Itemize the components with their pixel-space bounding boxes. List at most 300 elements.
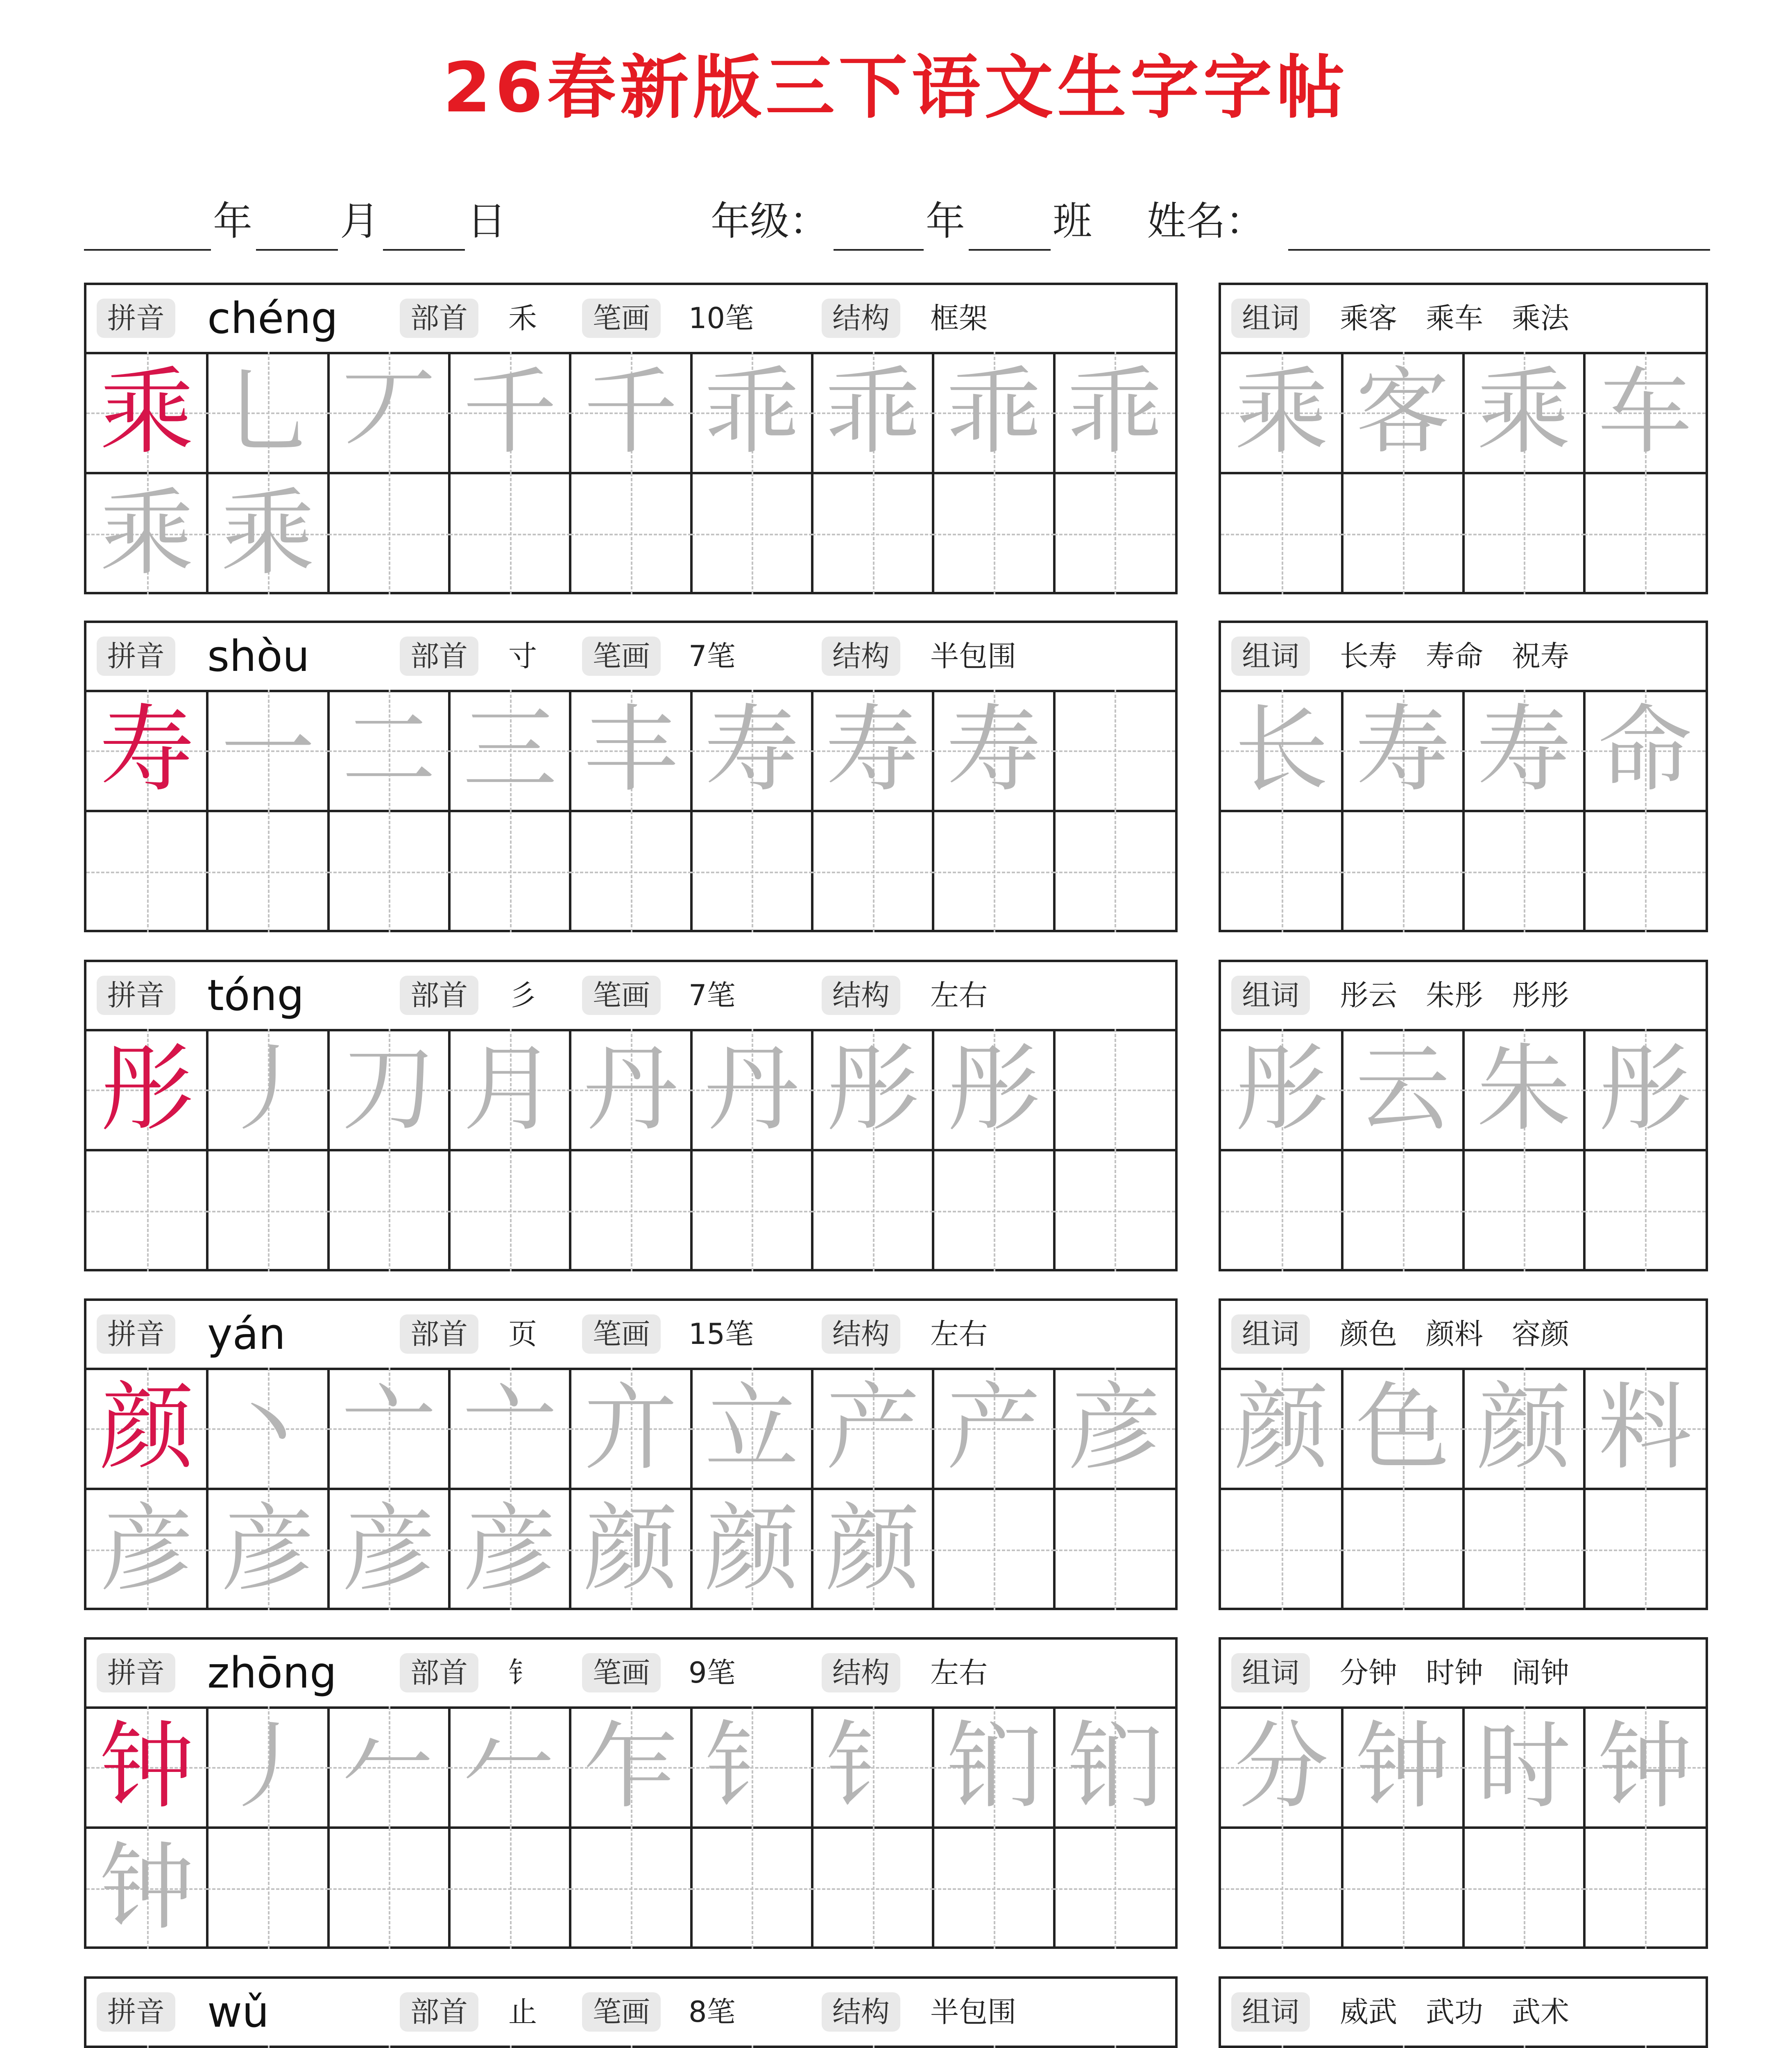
- grid-cell[interactable]: [1054, 1150, 1175, 1271]
- grid-cell[interactable]: [570, 1828, 691, 1949]
- grid-cell[interactable]: [449, 1706, 570, 1828]
- stroke-order-step: 钔: [1067, 1712, 1162, 1821]
- stroke-order-step: 钔: [946, 1712, 1041, 1821]
- grid-cell[interactable]: [449, 1150, 570, 1271]
- month-blank[interactable]: [256, 249, 338, 251]
- stroke-order-step: 彤: [825, 1035, 920, 1144]
- grid-cell[interactable]: [328, 1489, 449, 1610]
- grid-cell[interactable]: [933, 1828, 1054, 1949]
- grid-cell[interactable]: [812, 473, 933, 594]
- words-block: [1219, 960, 1708, 1271]
- guide-horizontal: [1584, 1211, 1706, 1212]
- char-header: [86, 1640, 1175, 1709]
- stroke-order-step: 产: [946, 1373, 1041, 1483]
- word-trace-character: 客: [1355, 358, 1450, 467]
- grid-cell[interactable]: [207, 1029, 328, 1150]
- stroke-order-step: [207, 2046, 328, 2048]
- grid-cell[interactable]: [449, 473, 570, 594]
- radical-label: 部首: [400, 637, 478, 676]
- word-trace-character: 彤: [1598, 1035, 1692, 1144]
- grid-cell[interactable]: [449, 352, 570, 473]
- guide-horizontal: [570, 872, 691, 873]
- word-trace-character: 分: [1234, 1712, 1329, 1821]
- grid-cell[interactable]: [86, 1029, 207, 1150]
- structure-label: 结构: [822, 1314, 900, 1354]
- stroke-order-step: 乘: [220, 479, 315, 588]
- grid-cell[interactable]: [86, 1150, 207, 1271]
- stroke-order-step: 彦: [1067, 1373, 1162, 1483]
- grid-cell[interactable]: [207, 1706, 328, 1828]
- grid-cell[interactable]: [812, 1150, 933, 1271]
- year-blank[interactable]: [84, 249, 211, 251]
- grid-cell[interactable]: [691, 1150, 812, 1271]
- grid-cell[interactable]: [328, 1368, 449, 1489]
- stroke-order-step: 亠: [342, 1373, 436, 1483]
- grid-cell[interactable]: [812, 690, 933, 811]
- char-block: [84, 283, 1178, 594]
- grid-cell[interactable]: [691, 1368, 812, 1489]
- grid-cell[interactable]: [933, 1489, 1054, 1610]
- grid-cell[interactable]: [1342, 1029, 1464, 1150]
- guide-horizontal: [207, 872, 328, 873]
- grid-cell[interactable]: [1464, 1368, 1585, 1489]
- grid-cell[interactable]: [570, 1150, 691, 1271]
- words-list: 颜色 颜料 容颜: [1340, 1317, 1569, 1351]
- grid-cell[interactable]: [86, 1368, 207, 1489]
- grid-cell[interactable]: [1054, 1368, 1175, 1489]
- pinyin-label: 拼音: [97, 1992, 175, 2032]
- guide-horizontal: [1342, 534, 1464, 535]
- class-blank[interactable]: [969, 249, 1051, 251]
- words-label: 组词: [1231, 976, 1310, 1015]
- words-header: [1221, 623, 1706, 692]
- word-trace-character: 朱: [1477, 1035, 1571, 1144]
- grid-cell[interactable]: [86, 352, 207, 473]
- strokes-label: 笔画: [582, 1314, 661, 1354]
- grid-cell[interactable]: [207, 1828, 328, 1949]
- grid-cell[interactable]: [933, 2046, 1054, 2048]
- word-trace-character: 长: [1234, 696, 1329, 805]
- grid-cell[interactable]: [1584, 1368, 1706, 1489]
- grid-cell[interactable]: [449, 690, 570, 811]
- stroke-order-step: 丶: [220, 1373, 315, 1483]
- grid-cell[interactable]: [812, 1828, 933, 1949]
- guide-horizontal: [812, 534, 933, 535]
- grid-cell[interactable]: [1221, 1706, 1342, 1828]
- grade-year-label: 年: [926, 198, 965, 244]
- name-blank[interactable]: [1288, 249, 1710, 251]
- structure-value: 半包围: [930, 1995, 1016, 2029]
- guide-horizontal: [449, 872, 570, 873]
- words-block: [1219, 621, 1708, 932]
- grid-cell[interactable]: [1221, 1828, 1342, 1949]
- word-trace-character: [1221, 2046, 1342, 2048]
- stroke-order-step: 刀: [342, 1035, 436, 1144]
- grid-cell[interactable]: [933, 352, 1054, 473]
- stroke-order-step: 彤: [946, 1035, 1041, 1144]
- grid-cell[interactable]: [1464, 1150, 1585, 1271]
- word-trace-character: 乘: [1477, 358, 1571, 467]
- radical-label: 部首: [400, 1992, 478, 2032]
- grid-cell[interactable]: [1584, 1150, 1706, 1271]
- pinyin-label: 拼音: [97, 1314, 175, 1354]
- radical-value: 页: [508, 1317, 537, 1351]
- model-character: 寿: [100, 696, 194, 805]
- pinyin-label: 拼音: [97, 299, 175, 338]
- stroke-order-step: 颜: [583, 1495, 678, 1604]
- word-trace-character: 色: [1355, 1373, 1450, 1483]
- grid-cell[interactable]: [691, 2046, 812, 2048]
- guide-horizontal: [207, 1888, 328, 1890]
- strokes-label: 笔画: [582, 299, 661, 338]
- stroke-order-step: 寿: [825, 696, 920, 805]
- stroke-order-step: 彦: [342, 1495, 436, 1604]
- grid-cell[interactable]: [328, 1029, 449, 1150]
- word-trace-character: 彤: [1234, 1035, 1329, 1144]
- grid-cell[interactable]: [570, 1706, 691, 1828]
- grid-cell[interactable]: [933, 690, 1054, 811]
- grid-cell[interactable]: [1342, 690, 1464, 811]
- guide-horizontal: [570, 1211, 691, 1212]
- stroke-order-step: [328, 2046, 449, 2048]
- grid-cell[interactable]: [1221, 1489, 1342, 1610]
- stroke-order-step: 乖: [705, 358, 799, 467]
- grid-cell[interactable]: [1584, 2046, 1706, 2048]
- structure-label: 结构: [822, 976, 900, 1015]
- grid-cell[interactable]: [1221, 811, 1342, 932]
- stroke-order-step: 寿: [946, 696, 1041, 805]
- grid-cell[interactable]: [86, 1489, 207, 1610]
- grid-cell[interactable]: [933, 1150, 1054, 1271]
- info-line: [84, 197, 1712, 258]
- grid-cell[interactable]: [1584, 473, 1706, 594]
- class-label: 班: [1053, 198, 1092, 244]
- grid-cell[interactable]: [1342, 473, 1464, 594]
- stroke-order-step: 𠂉: [462, 1712, 557, 1821]
- name-label: 姓名：: [1147, 198, 1265, 244]
- guide-horizontal: [1584, 1888, 1706, 1890]
- stroke-order-step: 千: [583, 358, 678, 467]
- grid-cell[interactable]: [1464, 352, 1585, 473]
- year-label: 年: [213, 198, 252, 244]
- guide-horizontal: [1342, 872, 1464, 873]
- words-header: [1221, 1301, 1706, 1370]
- guide-horizontal: [1054, 534, 1175, 535]
- grid-cell[interactable]: [207, 1150, 328, 1271]
- grid-cell[interactable]: [1342, 1706, 1464, 1828]
- stroke-order-step: [570, 2046, 691, 2048]
- stroke-order-step: 亣: [583, 1373, 678, 1483]
- word-trace-character: [1342, 2046, 1464, 2048]
- grid-cell[interactable]: [328, 473, 449, 594]
- grid-cell[interactable]: [570, 2046, 691, 2048]
- grid-cell[interactable]: [1054, 1706, 1175, 1828]
- grid-cell[interactable]: [1584, 1489, 1706, 1610]
- stroke-order-step: [812, 2046, 933, 2048]
- grid-cell[interactable]: [1342, 1828, 1464, 1949]
- words-label: 组词: [1231, 299, 1310, 338]
- grid-cell[interactable]: [1464, 1029, 1585, 1150]
- grid-cell[interactable]: [1464, 1828, 1585, 1949]
- grid-cell[interactable]: [1221, 352, 1342, 473]
- grid-cell[interactable]: [1221, 690, 1342, 811]
- grid-cell[interactable]: [1054, 473, 1175, 594]
- guide-horizontal: [328, 1888, 449, 1890]
- structure-label: 结构: [822, 637, 900, 676]
- grid-cell[interactable]: [1464, 1489, 1585, 1610]
- grid-cell[interactable]: [328, 1150, 449, 1271]
- guide-horizontal: [812, 1888, 933, 1890]
- model-character: [86, 2046, 207, 2048]
- grid-cell[interactable]: [691, 352, 812, 473]
- grid-cell[interactable]: [86, 1706, 207, 1828]
- grid-cell[interactable]: [1342, 1489, 1464, 1610]
- grid-cell[interactable]: [1342, 1368, 1464, 1489]
- grid-cell[interactable]: [1342, 811, 1464, 932]
- grid-cell[interactable]: [1464, 1706, 1585, 1828]
- structure-value: 左右: [930, 1656, 988, 1690]
- guide-horizontal: [1584, 872, 1706, 873]
- structure-value: 左右: [930, 1317, 988, 1351]
- guide-horizontal: [691, 1888, 812, 1890]
- grid-cell[interactable]: [1584, 352, 1706, 473]
- grid-cell[interactable]: [1464, 690, 1585, 811]
- char-header: [86, 1979, 1175, 2048]
- grid-cell[interactable]: [812, 1489, 933, 1610]
- stroke-order-step: 乍: [583, 1712, 678, 1821]
- stroke-order-step: 乖: [1067, 358, 1162, 467]
- words-label: 组词: [1231, 1653, 1310, 1692]
- guide-horizontal: [1221, 1888, 1342, 1890]
- grid-cell[interactable]: [86, 473, 207, 594]
- guide-horizontal: [1464, 1550, 1585, 1551]
- stroke-order-step: 乖: [825, 358, 920, 467]
- words-list: 彤云 朱彤 彤彤: [1340, 979, 1569, 1012]
- stroke-order-step: 丿: [220, 1712, 315, 1821]
- grid-cell[interactable]: [449, 1368, 570, 1489]
- grid-cell[interactable]: [1342, 1150, 1464, 1271]
- grid-cell[interactable]: [691, 1029, 812, 1150]
- grid-cell[interactable]: [1054, 2046, 1175, 2048]
- grid-cell[interactable]: [812, 811, 933, 932]
- grid-cell[interactable]: [1054, 1029, 1175, 1150]
- grid-cell[interactable]: [691, 811, 812, 932]
- grid-cell[interactable]: [1054, 352, 1175, 473]
- guide-horizontal: [570, 534, 691, 535]
- strokes-label: 笔画: [582, 976, 661, 1015]
- guide-horizontal: [328, 872, 449, 873]
- pinyin-label: 拼音: [97, 976, 175, 1015]
- grade-year-blank[interactable]: [834, 249, 924, 251]
- grid-cell[interactable]: [1054, 690, 1175, 811]
- guide-horizontal: [449, 1888, 570, 1890]
- guide-horizontal: [1221, 1211, 1342, 1212]
- grid-cell[interactable]: [328, 2046, 449, 2048]
- guide-horizontal: [1054, 1888, 1175, 1890]
- grid-cell[interactable]: [328, 352, 449, 473]
- guide-horizontal: [691, 534, 812, 535]
- grid-cell[interactable]: [812, 1029, 933, 1150]
- grid-cell[interactable]: [1464, 2046, 1585, 2048]
- word-trace-character: 寿: [1477, 696, 1571, 805]
- grid-cell[interactable]: [933, 473, 1054, 594]
- stroke-order-step: 𠂉: [342, 1712, 436, 1821]
- stroke-order-step: [1054, 2046, 1175, 2048]
- words-label: 组词: [1231, 637, 1310, 676]
- grid-cell[interactable]: [1054, 1828, 1175, 1949]
- grid-cell[interactable]: [328, 811, 449, 932]
- grid-cell[interactable]: [207, 811, 328, 932]
- guide-horizontal: [328, 534, 449, 535]
- grid-cell[interactable]: [1584, 1706, 1706, 1828]
- grid-cell[interactable]: [933, 811, 1054, 932]
- grid-cell[interactable]: [691, 1828, 812, 1949]
- radical-label: 部首: [400, 976, 478, 1015]
- grid-cell[interactable]: [812, 1706, 933, 1828]
- grid-cell[interactable]: [207, 2046, 328, 2048]
- grid-cell[interactable]: [86, 1828, 207, 1949]
- grid-cell[interactable]: [691, 690, 812, 811]
- guide-horizontal: [812, 872, 933, 873]
- grid-cell[interactable]: [570, 811, 691, 932]
- grid-cell[interactable]: [207, 352, 328, 473]
- radical-value: 寸: [508, 639, 537, 673]
- guide-horizontal: [933, 872, 1054, 873]
- guide-horizontal: [1464, 1211, 1585, 1212]
- structure-value: 半包围: [930, 639, 1016, 673]
- grid-cell[interactable]: [812, 2046, 933, 2048]
- stroke-order-step: 颜: [825, 1495, 920, 1604]
- grid-cell[interactable]: [1584, 1029, 1706, 1150]
- grid-cell[interactable]: [86, 690, 207, 811]
- words-block: [1219, 1298, 1708, 1610]
- strokes-label: 笔画: [582, 1992, 661, 2032]
- grid-cell[interactable]: [570, 1489, 691, 1610]
- strokes-value: 8笔: [689, 1995, 736, 2029]
- guide-horizontal: [449, 534, 570, 535]
- grid-cell[interactable]: [207, 473, 328, 594]
- char-header: [86, 1301, 1175, 1370]
- grid-cell[interactable]: [1054, 811, 1175, 932]
- stroke-order-step: 千: [462, 358, 557, 467]
- grid-cell[interactable]: [449, 1029, 570, 1150]
- radical-value: 钅: [508, 1656, 537, 1690]
- strokes-value: 9笔: [689, 1656, 736, 1690]
- guide-horizontal: [1342, 1888, 1464, 1890]
- grid-cell[interactable]: [1584, 1828, 1706, 1949]
- pinyin-label: 拼音: [97, 637, 175, 676]
- strokes-label: 笔画: [582, 637, 661, 676]
- radical-label: 部首: [400, 1653, 478, 1692]
- grade-label: 年级：: [711, 198, 829, 244]
- guide-horizontal: [1054, 750, 1175, 752]
- stroke-order-step: 产: [825, 1373, 920, 1483]
- guide-horizontal: [1221, 872, 1342, 873]
- grid-cell[interactable]: [570, 352, 691, 473]
- grid-cell[interactable]: [449, 1489, 570, 1610]
- grid-cell[interactable]: [570, 473, 691, 594]
- grid-cell[interactable]: [328, 1706, 449, 1828]
- words-list: 乘客 乘车 乘法: [1340, 301, 1569, 335]
- grid-cell[interactable]: [1221, 1150, 1342, 1271]
- grid-cell[interactable]: [449, 2046, 570, 2048]
- word-trace-character: 颜: [1477, 1373, 1571, 1483]
- grid-cell[interactable]: [1054, 1489, 1175, 1610]
- structure-value: 左右: [930, 979, 988, 1012]
- grid-cell[interactable]: [570, 1029, 691, 1150]
- grid-cell[interactable]: [691, 1706, 812, 1828]
- word-trace-character: [1464, 2046, 1585, 2048]
- grid-cell[interactable]: [691, 473, 812, 594]
- words-header: [1221, 1979, 1706, 2048]
- stroke-order-step: 二: [342, 696, 436, 805]
- grid-cell[interactable]: [1342, 2046, 1464, 2048]
- radical-label: 部首: [400, 299, 478, 338]
- grid-cell[interactable]: [1584, 690, 1706, 811]
- day-blank[interactable]: [383, 249, 465, 251]
- grid-cell[interactable]: [933, 1368, 1054, 1489]
- grid-cell[interactable]: [1221, 2046, 1342, 2048]
- grid-cell[interactable]: [449, 811, 570, 932]
- words-block: [1219, 1637, 1708, 1949]
- strokes-value: 7笔: [689, 979, 736, 1012]
- grid-cell[interactable]: [207, 1368, 328, 1489]
- grid-cell[interactable]: [207, 1489, 328, 1610]
- grid-cell[interactable]: [1221, 1029, 1342, 1150]
- radical-value: 彡: [508, 979, 537, 1012]
- grid-cell[interactable]: [812, 352, 933, 473]
- structure-value: 框架: [930, 301, 988, 335]
- words-header: [1221, 962, 1706, 1031]
- grid-cell[interactable]: [570, 690, 691, 811]
- guide-horizontal: [207, 1211, 328, 1212]
- grid-cell[interactable]: [1584, 811, 1706, 932]
- words-list: 威武 武功 武术: [1340, 1995, 1569, 2029]
- strokes-value: 7笔: [689, 639, 736, 673]
- stroke-order-step: 月: [462, 1035, 557, 1144]
- grid-cell[interactable]: [933, 1029, 1054, 1150]
- grid-cell[interactable]: [1342, 352, 1464, 473]
- grid-cell[interactable]: [812, 1368, 933, 1489]
- grid-cell[interactable]: [1221, 1368, 1342, 1489]
- stroke-order-step: 彦: [100, 1495, 194, 1604]
- grid-cell[interactable]: [1464, 811, 1585, 932]
- word-trace-character: 钟: [1598, 1712, 1692, 1821]
- guide-horizontal: [570, 1888, 691, 1890]
- grid-cell[interactable]: [328, 1828, 449, 1949]
- grid-cell[interactable]: [1464, 473, 1585, 594]
- grid-cell[interactable]: [328, 690, 449, 811]
- grid-cell[interactable]: [933, 1706, 1054, 1828]
- grid-cell[interactable]: [1221, 473, 1342, 594]
- structure-label: 结构: [822, 1992, 900, 2032]
- grid-cell[interactable]: [207, 690, 328, 811]
- grid-cell[interactable]: [86, 811, 207, 932]
- grid-cell[interactable]: [449, 1828, 570, 1949]
- words-header: [1221, 285, 1706, 354]
- stroke-order-step: 钅: [705, 1712, 799, 1821]
- stroke-order-step: 彦: [220, 1495, 315, 1604]
- stroke-order-step: 立: [705, 1373, 799, 1483]
- char-block: [84, 1976, 1178, 2048]
- grid-cell[interactable]: [86, 2046, 207, 2048]
- pinyin-value: zhōng: [207, 1648, 337, 1698]
- char-header: [86, 623, 1175, 692]
- grid-cell[interactable]: [570, 1368, 691, 1489]
- word-trace-character: 车: [1598, 358, 1692, 467]
- guide-horizontal: [1342, 1550, 1464, 1551]
- grid-cell[interactable]: [691, 1489, 812, 1610]
